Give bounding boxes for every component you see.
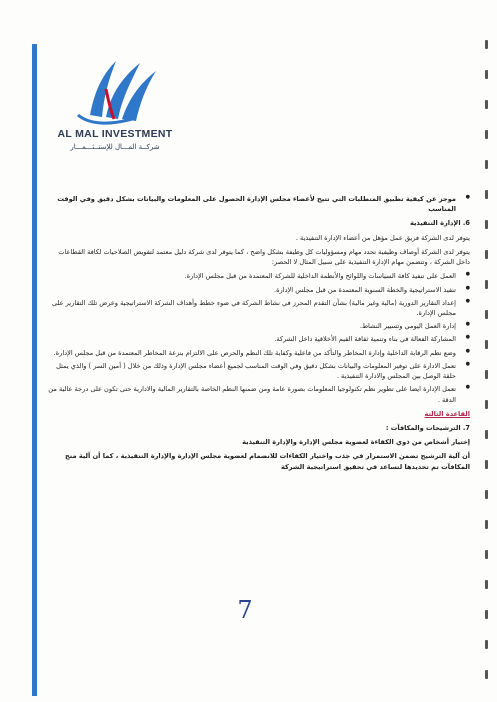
binding-mark	[485, 430, 488, 439]
company-name-ar: شركــة المـــال للإستــثـــمـــار	[70, 143, 160, 151]
list-item: ● إدارة العمل اليومي وتسيير النشاط.	[45, 321, 456, 331]
intro-bullet: ● موجز عن كيفية تطبيق المتطلبات التي تتيح لأعضاء مجلس الإدارة الحصول على المعلومات والبيانات بشكل دقيق وفي الوقت المناسب	[45, 194, 470, 214]
binding-mark	[485, 190, 488, 199]
binding-mark	[485, 160, 488, 169]
section-6-heading: 6. الإدارة التنفيذية	[409, 219, 470, 228]
logo-mark-icon	[70, 55, 160, 127]
binding-mark	[485, 250, 488, 259]
section-6-paragraph: يتوفر لدى الشركة فريق عمل مؤهل من أعضاء الإدارة التنفيذية .	[295, 233, 470, 242]
binding-mark	[485, 280, 488, 289]
binding-mark	[485, 400, 488, 409]
binding-mark	[485, 610, 488, 619]
section-7-paragraph: أن آلية الترشيح تضمن الاستمرار في جذب واختيار الكفاءات للانضمام لعضوية مجلس الإدارة والإدارة التنفيذية ، كما أن آلية منح المكافآت تم تحديدها لتساعد في تحقيق استراتيجية الشركة	[65, 452, 470, 471]
section-7-subheading: إختيار أشخاص من ذوي الكفاءة لعضوية مجلس الإدارة والإدارة التنفيذية	[242, 438, 470, 447]
binding-mark	[485, 40, 488, 49]
binding-mark	[485, 670, 488, 679]
binding-mark	[485, 520, 488, 529]
binding-mark	[485, 550, 488, 559]
list-item: ● وضع نظم الرقابة الداخلية وإدارة المخاطر والتأكد من فاعلية وكفاية تلك النظم والحرص على الالتزام بنزعة المخاطر المعتمدة من قبل مجلس الإدارة.	[45, 348, 456, 358]
list-item: ● تنفيذ الاستراتيجية والخطة السنوية المعتمدة من قبل مجلس الإدارة.	[45, 285, 456, 295]
binding-mark	[485, 370, 488, 379]
rule-three-title: القاعدة الثالثة	[424, 409, 470, 418]
binding-mark	[485, 640, 488, 649]
executive-duties-list	[45, 271, 470, 404]
list-item: ● العمل على تنفيذ كافة السياسات واللوائح والأنظمة الداخلية للشركة المعتمدة من قبل مجلس الإدارة.	[45, 271, 456, 281]
list-item: ● تعمل الإدارة ايضا على تطوير نظم تكنولوجيا المعلومات بصورة عامة ومن ضمنها النظم الخاصة بالتقارير المالية والادارية حتى تكون على درجة عالية من الدقة .	[45, 384, 456, 404]
binding-mark	[485, 130, 488, 139]
list-item: ● إعداد التقارير الدورية (مالية وغير مالية) بشأن التقدم المحرز في نشاط الشركة في ضوء خطط وأهداف الشركة الاستراتيجية وعرض تلك التقارير على مجلس الإدارة.	[45, 298, 456, 318]
list-item: ● المشاركة الفعالة في بناء وتنمية ثقافة القيم الأخلاقية داخل الشركة.	[45, 334, 456, 344]
binding-mark	[485, 490, 488, 499]
section-6-paragraph: يتوفر لدى الشركة أوصاف وظيفية تحدد مهام ومسؤوليات كل وظيفة بشكل واضح ، كما يتوفر لدى شركة دليل معتمد لتفويض الصلاحيات لكافة القطاعات داخل الشركة ، وتتضمن مهام الإدارة التنفيذية على سبيل المثال لا الحصر:	[58, 247, 470, 267]
binding-mark	[485, 340, 488, 349]
binding-mark	[485, 460, 488, 469]
page-number: 7	[237, 596, 253, 624]
list-item: ● تعمل الادارة على توفير المعلومات والبيانات بشكل دقيق وفي الوقت المناسب لجميع أعضاء مجلس الإدارة وذلك من خلال ( أمين السر ) والذي يمثل حلقة الوصل بين المجلس والادارة التنفيذية .	[45, 361, 456, 381]
binding-mark	[485, 310, 488, 319]
binding-mark	[485, 100, 488, 109]
left-margin-bar	[32, 44, 37, 696]
section-7-heading: 7. الترشيحات والمكافآت :	[385, 423, 470, 432]
company-logo	[40, 55, 190, 155]
document-body	[45, 194, 470, 476]
company-name-en: AL MAL INVESTMENT	[57, 128, 173, 140]
binding-mark	[485, 70, 488, 79]
binding-mark	[485, 580, 488, 589]
binding-mark	[485, 220, 488, 229]
